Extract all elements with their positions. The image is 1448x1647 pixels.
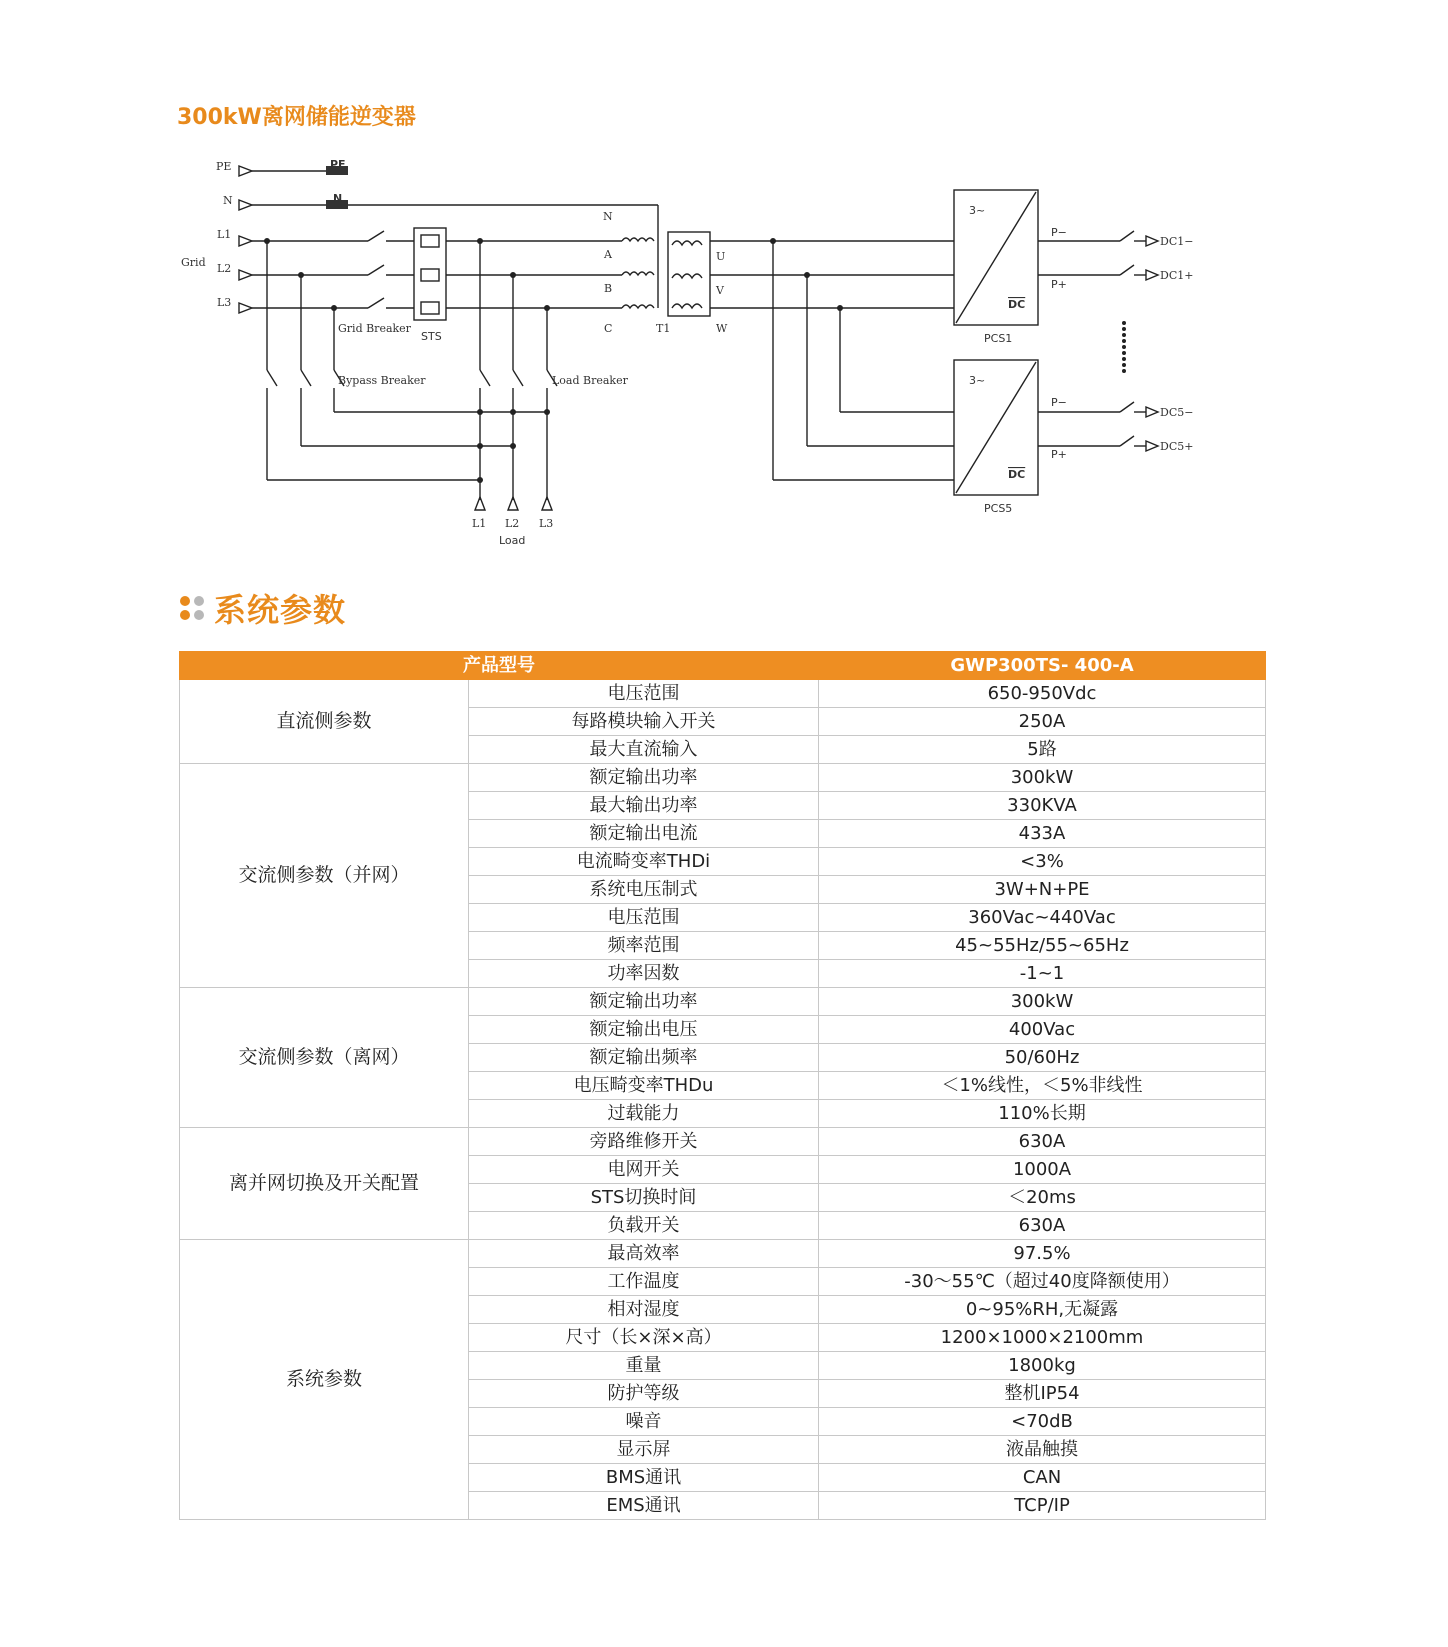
param-name: 频率范围: [469, 932, 819, 960]
param-value: 0~95%RH,无凝露: [819, 1296, 1266, 1324]
table-row: [180, 1240, 1266, 1268]
label-grid-breaker: Grid Breaker: [338, 322, 411, 335]
label-pcs5: PCS5: [984, 502, 1013, 515]
param-value: -30～55℃（超过40度降额使用）: [819, 1268, 1266, 1296]
param-value: TCP/IP: [819, 1492, 1266, 1520]
label-dc5-minus: DC5−: [1160, 406, 1194, 419]
label-load-l3: L3: [539, 517, 554, 530]
label-l2: L2: [217, 262, 232, 275]
param-name: 尺寸（长×深×高）: [469, 1324, 819, 1352]
header-model: GWP300TS- 400-A: [819, 652, 1266, 680]
param-value: ＜1%线性，＜5%非线性: [819, 1072, 1266, 1100]
bullet-dots-icon: [180, 596, 204, 620]
param-value: 97.5%: [819, 1240, 1266, 1268]
param-value: 5路: [819, 736, 1266, 764]
pcs1-ac-symbol: 3~: [969, 204, 986, 217]
param-name: 最大直流输入: [469, 736, 819, 764]
label-transformer-b: B: [604, 282, 613, 295]
label-pcs1: PCS1: [984, 332, 1013, 345]
param-value: 45~55Hz/55~65Hz: [819, 932, 1266, 960]
label-t1: T1: [656, 322, 671, 335]
param-name: 额定输出电流: [469, 820, 819, 848]
param-name: 每路模块输入开关: [469, 708, 819, 736]
param-name: 相对湿度: [469, 1296, 819, 1324]
group-name: 离并网切换及开关配置: [180, 1128, 469, 1240]
label-transformer-c: C: [604, 322, 613, 335]
param-name: 最大输出功率: [469, 792, 819, 820]
pcs1-dc-symbol: DC: [1008, 298, 1026, 311]
label-l1: L1: [217, 228, 232, 241]
label-sts: STS: [421, 330, 442, 343]
param-value: 整机IP54: [819, 1380, 1266, 1408]
param-name: 最高效率: [469, 1240, 819, 1268]
param-value: 1200×1000×2100mm: [819, 1324, 1266, 1352]
label-pe: PE: [216, 160, 232, 173]
param-name: 过载能力: [469, 1100, 819, 1128]
param-name: STS切换时间: [469, 1184, 819, 1212]
param-name: 显示屏: [469, 1436, 819, 1464]
group-name: 交流侧参数（离网）: [180, 988, 469, 1128]
param-name: 电流畸变率THDi: [469, 848, 819, 876]
param-name: 电压畸变率THDu: [469, 1072, 819, 1100]
label-transformer-n: N: [603, 210, 613, 223]
label-load-l2: L2: [505, 517, 520, 530]
label-transformer-w: W: [716, 322, 728, 335]
table-header-row: [180, 652, 1266, 680]
param-value: 50/60Hz: [819, 1044, 1266, 1072]
param-value: 400Vac: [819, 1016, 1266, 1044]
pcs5-dc-symbol: DC: [1008, 468, 1026, 481]
label-transformer-a: A: [604, 248, 612, 261]
label-bypass-breaker: Bypass Breaker: [338, 374, 426, 387]
param-name: 重量: [469, 1352, 819, 1380]
param-value: 300kW: [819, 988, 1266, 1016]
param-value: 1000A: [819, 1156, 1266, 1184]
param-name: 电压范围: [469, 680, 819, 708]
label-dc1-minus: DC1−: [1160, 235, 1194, 248]
table-row: [180, 764, 1266, 792]
param-name: 系统电压制式: [469, 876, 819, 904]
pe-terminal-label: PE: [330, 158, 346, 171]
dot-gray: [194, 596, 204, 606]
label-grid: Grid: [181, 256, 206, 269]
param-value: -1~1: [819, 960, 1266, 988]
label-load-breaker: Load Breaker: [552, 374, 628, 387]
param-name: 旁路维修开关: [469, 1128, 819, 1156]
group-name: 直流侧参数: [180, 680, 469, 764]
param-value: <70dB: [819, 1408, 1266, 1436]
param-name: 噪音: [469, 1408, 819, 1436]
param-value: 630A: [819, 1212, 1266, 1240]
param-name: 额定输出功率: [469, 764, 819, 792]
param-name: 电网开关: [469, 1156, 819, 1184]
param-value: CAN: [819, 1464, 1266, 1492]
group-name: 系统参数: [180, 1240, 469, 1520]
param-value: 650-950Vdc: [819, 680, 1266, 708]
param-value: 1800kg: [819, 1352, 1266, 1380]
label-n: N: [223, 194, 233, 207]
param-value: 3W+N+PE: [819, 876, 1266, 904]
param-name: 防护等级: [469, 1380, 819, 1408]
param-name: BMS通讯: [469, 1464, 819, 1492]
param-name: 负载开关: [469, 1212, 819, 1240]
group-name: 交流侧参数（并网）: [180, 764, 469, 988]
pcs5-p-plus: P+: [1051, 448, 1067, 461]
param-value: 110%长期: [819, 1100, 1266, 1128]
param-value: 液晶触摸: [819, 1436, 1266, 1464]
pcs1-p-plus: P+: [1051, 278, 1067, 291]
param-name: 额定输出功率: [469, 988, 819, 1016]
header-label: 产品型号: [180, 652, 819, 680]
section-title: 系统参数: [214, 591, 347, 629]
param-name: 额定输出电压: [469, 1016, 819, 1044]
param-name: 功率因数: [469, 960, 819, 988]
label-load-l1: L1: [472, 517, 487, 530]
param-value: <3%: [819, 848, 1266, 876]
param-value: ＜20ms: [819, 1184, 1266, 1212]
table-row: [180, 680, 1266, 708]
label-l3: L3: [217, 296, 232, 309]
spec-table: [179, 651, 1266, 1520]
pcs1-p-minus: P−: [1051, 226, 1067, 239]
param-name: 电压范围: [469, 904, 819, 932]
param-value: 360Vac~440Vac: [819, 904, 1266, 932]
param-value: 330KVA: [819, 792, 1266, 820]
page-title: 300kW离网储能逆变器: [177, 105, 416, 130]
param-value: 250A: [819, 708, 1266, 736]
label-transformer-v: V: [716, 284, 724, 297]
dot-orange: [180, 596, 190, 606]
section-header: [180, 588, 346, 628]
table-row: [180, 988, 1266, 1016]
param-value: 300kW: [819, 764, 1266, 792]
label-load: Load: [499, 534, 526, 547]
param-name: 工作温度: [469, 1268, 819, 1296]
label-dc1-plus: DC1+: [1160, 269, 1194, 282]
dot-orange: [180, 610, 190, 620]
label-dc5-plus: DC5+: [1160, 440, 1194, 453]
n-terminal-label: N: [333, 192, 343, 205]
label-transformer-u: U: [716, 250, 726, 263]
table-row: [180, 1128, 1266, 1156]
pcs5-p-minus: P−: [1051, 396, 1067, 409]
dot-gray: [194, 610, 204, 620]
param-name: 额定输出频率: [469, 1044, 819, 1072]
pcs5-ac-symbol: 3~: [969, 374, 986, 387]
param-value: 433A: [819, 820, 1266, 848]
param-name: EMS通讯: [469, 1492, 819, 1520]
param-value: 630A: [819, 1128, 1266, 1156]
single-line-diagram: [0, 0, 1448, 560]
